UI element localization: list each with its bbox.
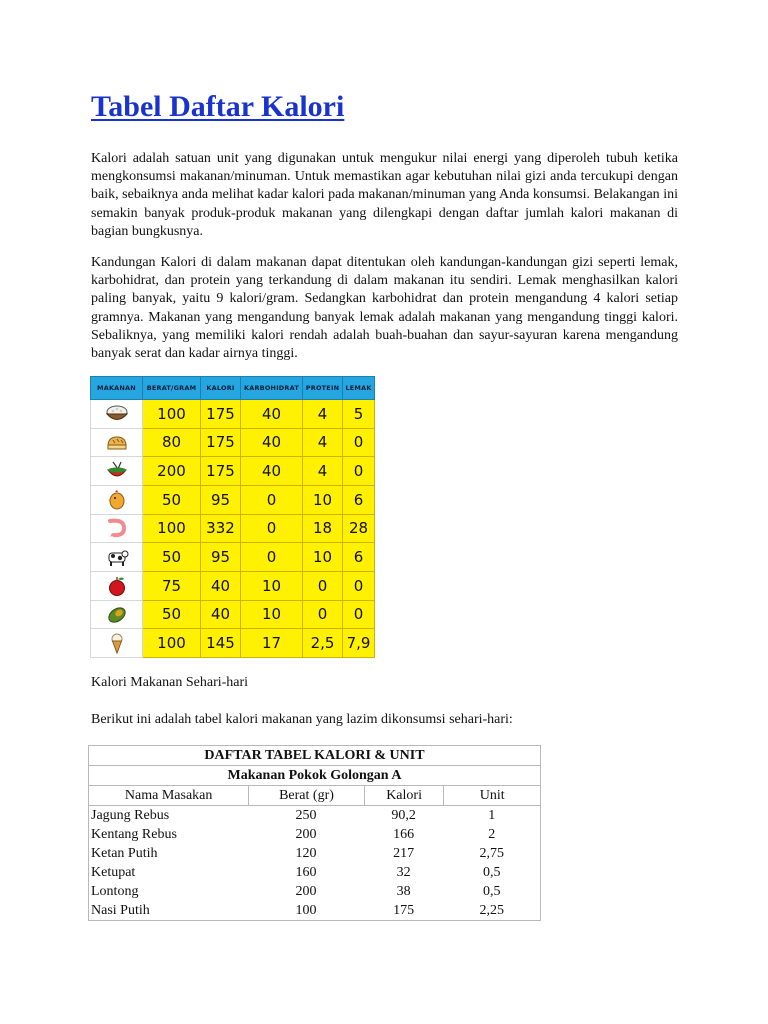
cell-protein: 2,5 (303, 629, 343, 658)
header-protein: PROTEIN (303, 377, 343, 400)
cell-unit: 2,75 (479, 846, 504, 861)
shrimp-icon (104, 517, 130, 539)
noodle-bowl-icon (104, 460, 130, 482)
cell-protein: 10 (303, 485, 343, 514)
cell-karbohidrat: 0 (241, 514, 303, 543)
cell-kalori: 90,2 (391, 808, 416, 823)
cell-nama: Kentang Rebus (91, 827, 177, 842)
cell-kalori: 38 (396, 884, 411, 899)
cell-berat: 250 (295, 808, 317, 823)
cell-karbohidrat: 40 (241, 457, 303, 486)
cell-karbohidrat: 17 (241, 629, 303, 658)
cell-berat: 100 (143, 400, 201, 429)
page-title[interactable]: Tabel Daftar Kalori (91, 90, 345, 123)
column-header-unit: Unit (443, 786, 540, 806)
nutrition-row (91, 571, 375, 600)
table-intro-text: Berikut ini adalah tabel kalori makanan yang lazim dikonsumsi sehari-hari: (91, 712, 513, 727)
cell-kalori: 175 (201, 457, 241, 486)
header-lemak: LEMAK (343, 377, 375, 400)
cell-protein: 18 (303, 514, 343, 543)
header-berat: BERAT/GRAM (143, 377, 201, 400)
cell-lemak: 7,9 (343, 629, 375, 658)
cell-karbohidrat: 0 (241, 485, 303, 514)
bread-icon (104, 431, 130, 453)
cell-berat: 100 (143, 514, 201, 543)
cell-nama: Ketupat (91, 865, 136, 880)
table-subtitle: Makanan Pokok Golongan A (89, 766, 540, 786)
cell-nama: Nasi Putih (91, 903, 150, 918)
cell-berat: 100 (295, 903, 317, 918)
cell-protein: 4 (303, 457, 343, 486)
cell-lemak: 0 (343, 571, 375, 600)
mango-icon (104, 603, 130, 625)
cell-berat: 50 (143, 543, 201, 572)
cell-karbohidrat: 10 (241, 571, 303, 600)
cell-karbohidrat: 10 (241, 600, 303, 629)
cell-protein: 0 (303, 571, 343, 600)
table-row (89, 844, 540, 863)
cell-kalori: 145 (201, 629, 241, 658)
cell-kalori: 95 (201, 485, 241, 514)
cell-kalori: 166 (393, 827, 415, 842)
section-label-daily: Kalori Makanan Sehari-hari (91, 675, 249, 690)
cell-berat: 160 (295, 865, 317, 880)
cell-kalori: 175 (201, 428, 241, 457)
cell-berat: 50 (143, 600, 201, 629)
nutrition-row (91, 400, 375, 429)
cell-unit: 0,5 (482, 865, 501, 880)
cell-berat: 120 (295, 846, 317, 861)
column-header-kalori: Kalori (364, 786, 444, 806)
chicken-icon (104, 489, 130, 511)
cow-icon (104, 546, 130, 568)
cell-lemak: 0 (343, 428, 375, 457)
cell-lemak: 0 (343, 600, 375, 629)
table-title: DAFTAR TABEL KALORI & UNIT (89, 746, 540, 766)
cell-berat: 200 (295, 827, 317, 842)
intro-paragraph: Kalori adalah satuan unit yang digunakan untuk mengukur nilai energi yang diperoleh tubuh ketika mengkonsumsi makanan/minuman. Untuk memastikan agar kebutuhan nilai gizi anda tercukupi dengan baik, sebaiknya anda melihat kadar kalori pada makanan/minuman yang Anda konsumsi. Belakangan ini semakin banyak produk-produk makanan yang dilengkapi dengan daftar jumlah kalori makanan di bagian bungkusnya. (91, 151, 678, 239)
cell-unit: 1 (488, 808, 496, 823)
table-row (89, 863, 540, 882)
nutrition-row (91, 543, 375, 572)
header-kalori: KALORI (201, 377, 241, 400)
cell-lemak: 6 (343, 543, 375, 572)
nutrition-row (91, 514, 375, 543)
cell-unit: 0,5 (482, 884, 501, 899)
header-makanan: MAKANAN (91, 377, 143, 400)
cell-protein: 4 (303, 428, 343, 457)
rice-bowl-icon (104, 403, 130, 425)
table-row (89, 806, 540, 825)
cell-kalori: 217 (393, 846, 415, 861)
calorie-unit-table (88, 745, 541, 921)
cell-berat: 200 (295, 884, 317, 899)
cell-nama: Ketan Putih (91, 846, 158, 861)
cell-berat: 75 (143, 571, 201, 600)
header-karbohidrat: KARBOHIDRAT (241, 377, 303, 400)
cell-nama: Lontong (91, 884, 139, 899)
cell-protein: 10 (303, 543, 343, 572)
apple-icon (104, 575, 130, 597)
cell-kalori: 95 (201, 543, 241, 572)
nutrition-image-table (90, 376, 375, 658)
table-row (89, 882, 540, 901)
nutrition-row (91, 457, 375, 486)
nutrition-row (91, 600, 375, 629)
cell-unit: 2,25 (479, 903, 504, 918)
ice-cream-icon (104, 632, 130, 654)
cell-lemak: 6 (343, 485, 375, 514)
cell-protein: 4 (303, 400, 343, 429)
cell-kalori: 40 (201, 571, 241, 600)
column-header-berat: Berat (gr) (248, 786, 363, 806)
cell-berat: 50 (143, 485, 201, 514)
cell-kalori: 32 (396, 865, 411, 880)
cell-lemak: 28 (343, 514, 375, 543)
cell-lemak: 5 (343, 400, 375, 429)
cell-berat: 200 (143, 457, 201, 486)
cell-berat: 80 (143, 428, 201, 457)
cell-kalori: 40 (201, 600, 241, 629)
cell-berat: 100 (143, 629, 201, 658)
cell-nama: Jagung Rebus (91, 808, 170, 823)
cell-kalori: 332 (201, 514, 241, 543)
cell-protein: 0 (303, 600, 343, 629)
table-row (89, 901, 540, 920)
nutrition-row (91, 485, 375, 514)
content-paragraph: Kandungan Kalori di dalam makanan dapat ditentukan oleh kandungan-kandungan gizi seperti lemak, karbohidrat, dan protein yang terkandung di dalam makanan itu sendiri. Lemak menghasilkan kalori paling banyak, yaitu 9 kalori/gram. Sedangkan karbohidrat dan protein mengandung 4 kalori setiap gramnya. Makanan yang mengandung banyak lemak adalah makanan yang mengandung tinggi kalori. Sebaliknya, yang memiliki kalori rendah adalah buah-buahan dan sayur-sayuran karena mengandung banyak serat dan kadar airnya tinggi. (91, 255, 678, 362)
table-row (89, 825, 540, 844)
column-header-nama: Nama Masakan (89, 786, 248, 806)
cell-unit: 2 (488, 827, 496, 842)
cell-kalori: 175 (393, 903, 415, 918)
cell-karbohidrat: 40 (241, 428, 303, 457)
nutrition-row (91, 629, 375, 658)
cell-kalori: 175 (201, 400, 241, 429)
cell-karbohidrat: 40 (241, 400, 303, 429)
cell-lemak: 0 (343, 457, 375, 486)
nutrition-row (91, 428, 375, 457)
cell-karbohidrat: 0 (241, 543, 303, 572)
